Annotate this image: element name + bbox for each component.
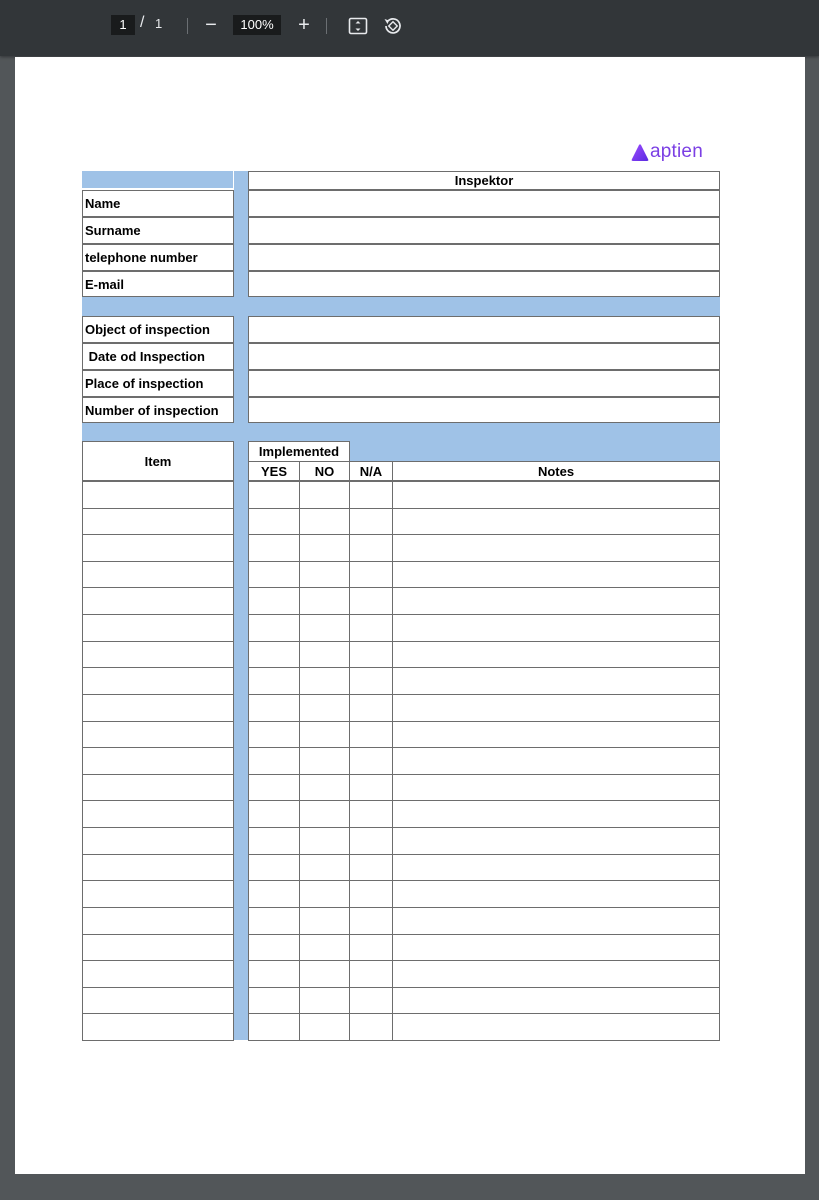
- na-cell[interactable]: [349, 800, 393, 828]
- item-cell[interactable]: [82, 880, 234, 908]
- yes-cell[interactable]: [248, 960, 300, 988]
- na-cell[interactable]: [349, 694, 393, 722]
- notes-cell[interactable]: [392, 587, 720, 615]
- place-input[interactable]: [248, 370, 720, 397]
- yes-header: YES: [248, 461, 300, 481]
- item-cell[interactable]: [82, 508, 234, 535]
- implemented-header: Implemented: [248, 441, 350, 462]
- field-label-date: Date od Inspection: [82, 343, 234, 370]
- notes-cell[interactable]: [392, 481, 720, 509]
- no-cell[interactable]: [299, 774, 350, 801]
- na-cell[interactable]: [349, 960, 393, 988]
- notes-cell[interactable]: [392, 934, 720, 961]
- na-cell[interactable]: [349, 561, 393, 588]
- na-cell[interactable]: [349, 721, 393, 748]
- field-label-place: Place of inspection: [82, 370, 234, 397]
- implemented-fill: [349, 441, 720, 461]
- item-cell[interactable]: [82, 481, 234, 509]
- no-header: NO: [299, 461, 350, 481]
- yes-cell[interactable]: [248, 800, 300, 828]
- toolbar-divider: [187, 18, 188, 34]
- rotate-button[interactable]: [381, 14, 405, 38]
- notes-cell[interactable]: [392, 774, 720, 801]
- notes-cell[interactable]: [392, 747, 720, 775]
- no-cell[interactable]: [299, 534, 350, 562]
- notes-cell[interactable]: [392, 721, 720, 748]
- yes-cell[interactable]: [248, 614, 300, 642]
- yes-cell[interactable]: [248, 561, 300, 588]
- zoom-out-button[interactable]: −: [205, 14, 217, 36]
- yes-cell[interactable]: [248, 641, 300, 668]
- date-input[interactable]: [248, 343, 720, 370]
- yes-cell[interactable]: [248, 774, 300, 801]
- item-cell[interactable]: [82, 827, 234, 855]
- page-number-input[interactable]: 1: [111, 15, 135, 35]
- email-input[interactable]: [248, 271, 720, 297]
- notes-cell[interactable]: [392, 960, 720, 988]
- item-cell[interactable]: [82, 854, 234, 881]
- yes-cell[interactable]: [248, 987, 300, 1014]
- name-input[interactable]: [248, 190, 720, 217]
- field-label-object: Object of inspection: [82, 316, 234, 343]
- rotate-icon: [381, 14, 405, 38]
- field-label-email: E-mail: [82, 271, 234, 297]
- yes-cell[interactable]: [248, 854, 300, 881]
- no-cell[interactable]: [299, 747, 350, 775]
- notes-cell[interactable]: [392, 667, 720, 695]
- toolbar-divider: [326, 18, 327, 34]
- no-cell[interactable]: [299, 667, 350, 695]
- zoom-level-input[interactable]: 100%: [233, 15, 281, 35]
- no-cell[interactable]: [299, 641, 350, 668]
- page-separator: /: [140, 14, 145, 31]
- item-cell[interactable]: [82, 907, 234, 935]
- section-band: [82, 423, 720, 441]
- item-cell[interactable]: [82, 747, 234, 775]
- yes-cell[interactable]: [248, 1013, 300, 1041]
- total-pages: 1: [155, 16, 163, 31]
- no-cell[interactable]: [299, 1013, 350, 1041]
- fit-page-icon: [346, 14, 370, 38]
- no-cell[interactable]: [299, 721, 350, 748]
- yes-cell[interactable]: [248, 508, 300, 535]
- item-cell[interactable]: [82, 960, 234, 988]
- item-cell[interactable]: [82, 694, 234, 722]
- pdf-toolbar: [0, 0, 819, 56]
- notes-cell[interactable]: [392, 800, 720, 828]
- field-label-telephone: telephone number: [82, 244, 234, 271]
- telephone-input[interactable]: [248, 244, 720, 271]
- notes-cell[interactable]: [392, 880, 720, 908]
- notes-cell[interactable]: [392, 907, 720, 935]
- notes-header: Notes: [392, 461, 720, 481]
- no-cell[interactable]: [299, 827, 350, 855]
- no-cell[interactable]: [299, 508, 350, 535]
- section-band: [82, 297, 720, 316]
- yes-cell[interactable]: [248, 667, 300, 695]
- notes-cell[interactable]: [392, 827, 720, 855]
- item-cell[interactable]: [82, 667, 234, 695]
- na-cell[interactable]: [349, 508, 393, 535]
- na-cell[interactable]: [349, 854, 393, 881]
- item-header: Item: [82, 441, 234, 481]
- na-cell[interactable]: [349, 481, 393, 509]
- field-label-number: Number of inspection: [82, 397, 234, 423]
- item-cell[interactable]: [82, 561, 234, 588]
- item-cell[interactable]: [82, 1013, 234, 1041]
- na-cell[interactable]: [349, 880, 393, 908]
- yes-cell[interactable]: [248, 747, 300, 775]
- yes-cell[interactable]: [248, 587, 300, 615]
- item-cell[interactable]: [82, 934, 234, 961]
- notes-cell[interactable]: [392, 534, 720, 562]
- zoom-in-button[interactable]: +: [298, 14, 310, 36]
- yes-cell[interactable]: [248, 694, 300, 722]
- item-cell[interactable]: [82, 774, 234, 801]
- inspector-header: Inspektor: [248, 171, 720, 190]
- na-cell[interactable]: [349, 907, 393, 935]
- yes-cell[interactable]: [248, 907, 300, 935]
- item-cell[interactable]: [82, 800, 234, 828]
- item-cell[interactable]: [82, 987, 234, 1014]
- no-cell[interactable]: [299, 481, 350, 509]
- yes-cell[interactable]: [248, 934, 300, 961]
- no-cell[interactable]: [299, 960, 350, 988]
- na-cell[interactable]: [349, 587, 393, 615]
- no-cell[interactable]: [299, 561, 350, 588]
- no-cell[interactable]: [299, 800, 350, 828]
- na-cell[interactable]: [349, 534, 393, 562]
- yes-cell[interactable]: [248, 880, 300, 908]
- no-cell[interactable]: [299, 987, 350, 1014]
- notes-cell[interactable]: [392, 508, 720, 535]
- no-cell[interactable]: [299, 694, 350, 722]
- yes-cell[interactable]: [248, 721, 300, 748]
- number-input[interactable]: [248, 397, 720, 423]
- na-cell[interactable]: [349, 987, 393, 1014]
- notes-cell[interactable]: [392, 1013, 720, 1041]
- na-cell[interactable]: [349, 641, 393, 668]
- yes-cell[interactable]: [248, 827, 300, 855]
- na-header: N/A: [349, 461, 393, 481]
- na-cell[interactable]: [349, 1013, 393, 1041]
- yes-cell[interactable]: [248, 534, 300, 562]
- item-cell[interactable]: [82, 614, 234, 642]
- logo-text: aptien: [650, 141, 703, 162]
- no-cell[interactable]: [299, 854, 350, 881]
- notes-cell[interactable]: [392, 694, 720, 722]
- header-band: [82, 171, 233, 188]
- notes-cell[interactable]: [392, 854, 720, 881]
- fit-to-page-button[interactable]: [346, 14, 370, 38]
- notes-cell[interactable]: [392, 641, 720, 668]
- notes-cell[interactable]: [392, 561, 720, 588]
- aptien-logo-icon: [630, 143, 650, 165]
- notes-cell[interactable]: [392, 614, 720, 642]
- field-label-surname: Surname: [82, 217, 234, 244]
- item-cell[interactable]: [82, 534, 234, 562]
- yes-cell[interactable]: [248, 481, 300, 509]
- field-label-name: Name: [82, 190, 234, 217]
- no-cell[interactable]: [299, 587, 350, 615]
- notes-cell[interactable]: [392, 987, 720, 1014]
- na-cell[interactable]: [349, 934, 393, 961]
- no-cell[interactable]: [299, 934, 350, 961]
- na-cell[interactable]: [349, 827, 393, 855]
- no-cell[interactable]: [299, 614, 350, 642]
- no-cell[interactable]: [299, 907, 350, 935]
- item-cell[interactable]: [82, 641, 234, 668]
- item-cell[interactable]: [82, 587, 234, 615]
- na-cell[interactable]: [349, 667, 393, 695]
- surname-input[interactable]: [248, 217, 720, 244]
- object-input[interactable]: [248, 316, 720, 343]
- na-cell[interactable]: [349, 747, 393, 775]
- na-cell[interactable]: [349, 614, 393, 642]
- na-cell[interactable]: [349, 774, 393, 801]
- no-cell[interactable]: [299, 880, 350, 908]
- item-cell[interactable]: [82, 721, 234, 748]
